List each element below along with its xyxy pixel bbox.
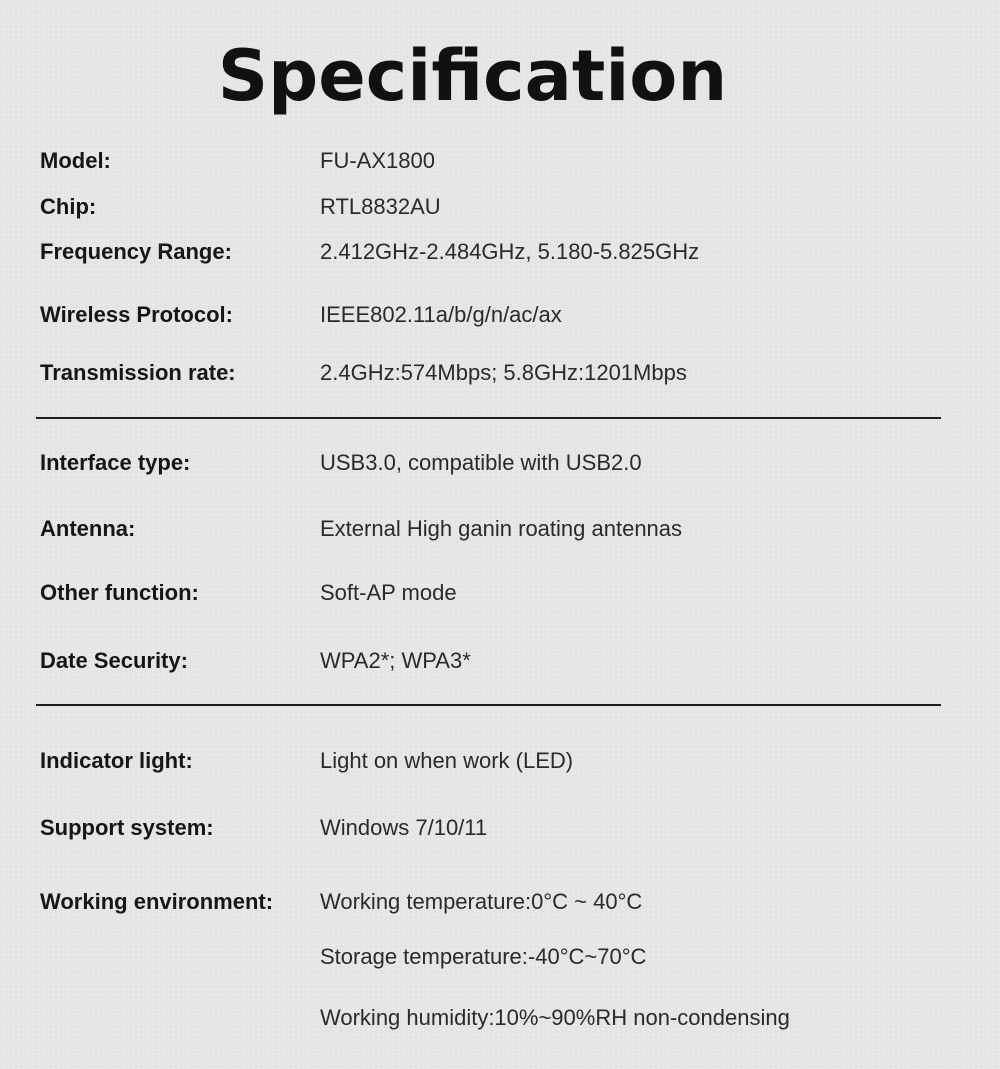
spec-label: Transmission rate: [40, 360, 236, 385]
spec-row-frequency-range [0, 237, 1000, 267]
spec-value: Soft-AP mode [320, 580, 457, 605]
spec-label: Date Security: [40, 648, 188, 673]
spec-label: Support system: [40, 815, 214, 840]
spec-label: Indicator light: [40, 748, 193, 773]
spec-label: Other function: [40, 580, 199, 605]
spec-value: Working humidity:10%~90%RH non-condensing [320, 1005, 790, 1030]
spec-row-model [0, 146, 1000, 176]
spec-row-transmission-rate [0, 358, 1000, 388]
spec-value: 2.4GHz:574Mbps; 5.8GHz:1201Mbps [320, 360, 687, 385]
spec-label: Antenna: [40, 516, 136, 541]
spec-row-storage-temperature [0, 942, 1000, 972]
spec-row-date-security [0, 646, 1000, 676]
spec-value: WPA2*; WPA3* [320, 648, 471, 673]
spec-value: External High ganin roating antennas [320, 516, 683, 541]
section-divider [36, 417, 941, 419]
spec-value: Working temperature:0°C ~ 40°C [320, 889, 643, 914]
spec-value: RTL8832AU [320, 194, 441, 219]
spec-row-working-humidity [0, 1003, 1000, 1033]
spec-value: Storage temperature:-40°C~70°C [320, 944, 647, 969]
spec-row-indicator-light [0, 746, 1000, 776]
spec-label: Working environment: [40, 889, 274, 914]
spec-row-wireless-protocol [0, 300, 1000, 330]
section-divider [36, 704, 941, 706]
spec-value: USB3.0, compatible with USB2.0 [320, 450, 642, 475]
spec-value: FU-AX1800 [320, 148, 435, 173]
spec-row-support-system [0, 813, 1000, 843]
spec-row-chip [0, 192, 1000, 222]
spec-value: Light on when work (LED) [320, 748, 574, 773]
spec-value: IEEE802.11a/b/g/n/ac/ax [320, 302, 562, 327]
spec-label: Chip: [40, 194, 97, 219]
spec-row-other-function [0, 578, 1000, 608]
spec-label: Model: [40, 148, 111, 173]
spec-row-antenna [0, 514, 1000, 544]
spec-row-working-environment [0, 887, 1000, 917]
spec-value: Windows 7/10/11 [320, 815, 488, 840]
spec-value: 2.412GHz-2.484GHz, 5.180-5.825GHz [320, 239, 700, 264]
page-title: Specification [217, 35, 728, 117]
spec-label: Interface type: [40, 450, 191, 475]
spec-row-interface-type [0, 448, 1000, 478]
spec-label: Wireless Protocol: [40, 302, 233, 327]
spec-label: Frequency Range: [40, 239, 232, 264]
